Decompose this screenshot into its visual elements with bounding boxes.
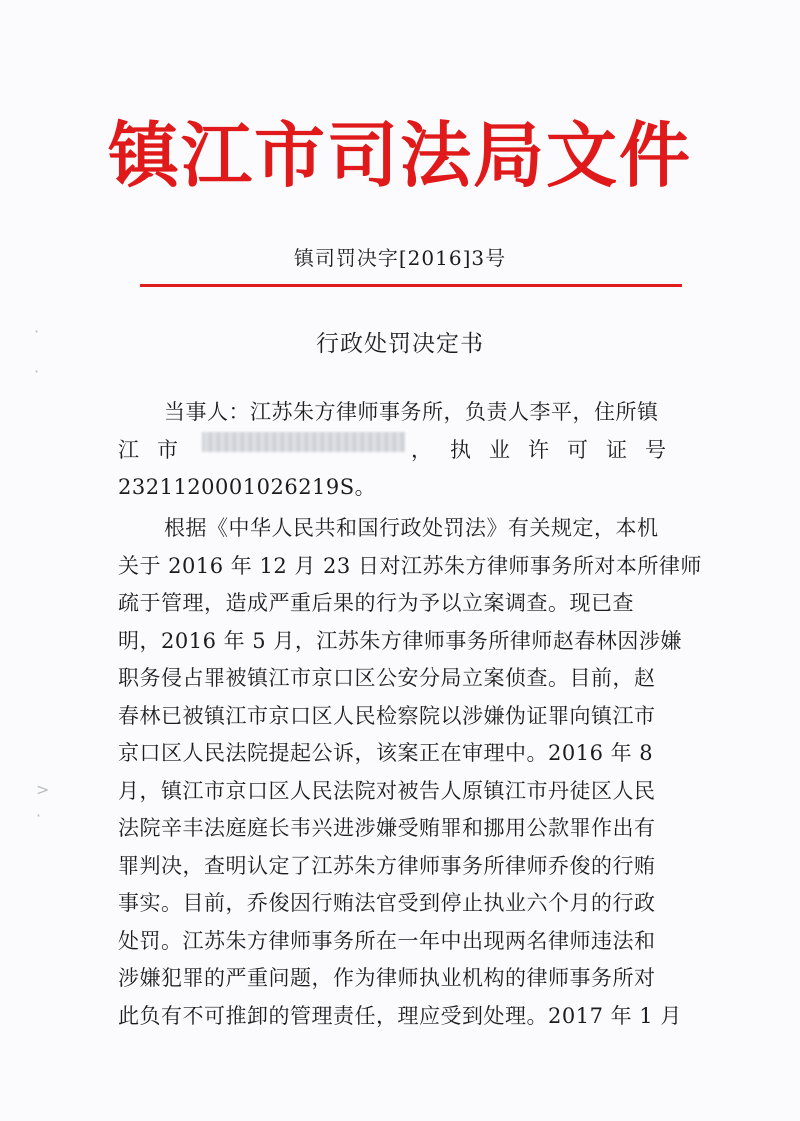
paragraph-line: 此负有不可推卸的管理责任，理应受到处理。2017 年 1 月 bbox=[118, 1003, 682, 1028]
facts-paragraph bbox=[118, 510, 702, 1035]
paragraph-line: 事实。目前，乔俊因行贿法官受到停止执业六个月的行政 bbox=[118, 891, 656, 915]
paragraph-line bbox=[118, 432, 684, 470]
paragraph-line: 涉嫌犯罪的严重问题，作为律师执业机构的律师事务所对 bbox=[118, 966, 656, 990]
paragraph-line: 月，镇江市京口区人民法院对被告人原镇江市丹徒区人民 bbox=[118, 778, 656, 803]
paragraph-line: 职务侵占罪被镇江市京口区公安分局立案侦查。目前，赵 bbox=[118, 666, 656, 690]
redacted-address bbox=[202, 432, 405, 452]
paragraph-line: 关于 2016 年 12 月 23 日对江苏朱方律师事务所对本所律师 bbox=[118, 553, 702, 578]
paragraph-line: 疏于管理，造成严重后果的行为予以立案调查。现已查 bbox=[118, 591, 634, 615]
issuer-header-title: 镇江市司法局文件 bbox=[107, 114, 692, 197]
paragraph-line: 根据《中华人民共和国行政处罚法》有关规定，本机 bbox=[164, 516, 659, 540]
document-title: 行政处罚决定书 bbox=[316, 331, 484, 357]
margin-mark: > bbox=[36, 780, 50, 799]
red-divider bbox=[140, 284, 682, 287]
paragraph-line: 法院辛丰法庭庭长韦兴进涉嫌受贿罪和挪用公款罪作出有 bbox=[118, 816, 656, 840]
text-segment: 江市 bbox=[118, 437, 196, 462]
paragraph-line: 当事人：江苏朱方律师事务所，负责人李平，住所镇 bbox=[164, 400, 659, 424]
paragraph-line: 罪判决，查明认定了江苏朱方律师事务所律师乔俊的行贿 bbox=[118, 853, 656, 878]
paragraph-line: 处罚。江苏朱方律师事务所在一年中出现两名律师违法和 bbox=[118, 928, 656, 953]
paragraph-line: 京口区人民法院提起公诉，该案正在审理中。2016 年 8 bbox=[118, 741, 654, 765]
document-number: 镇司罚决字[2016]3号 bbox=[293, 246, 507, 270]
paragraph-line: 春林已被镇江市京口区人民检察院以涉嫌伪证罪向镇江市 bbox=[118, 703, 656, 728]
margin-mark: · bbox=[34, 322, 40, 341]
margin-mark: · bbox=[34, 362, 40, 381]
text-segment: ，执业许可证号 bbox=[411, 437, 684, 462]
party-paragraph bbox=[118, 394, 684, 507]
paragraph-line: 明，2016 年 5 月，江苏朱方律师事务所律师赵春林因涉嫌 bbox=[118, 628, 682, 653]
paragraph-line: 2321120001026219S。 bbox=[118, 475, 377, 499]
margin-mark: · bbox=[36, 806, 42, 825]
